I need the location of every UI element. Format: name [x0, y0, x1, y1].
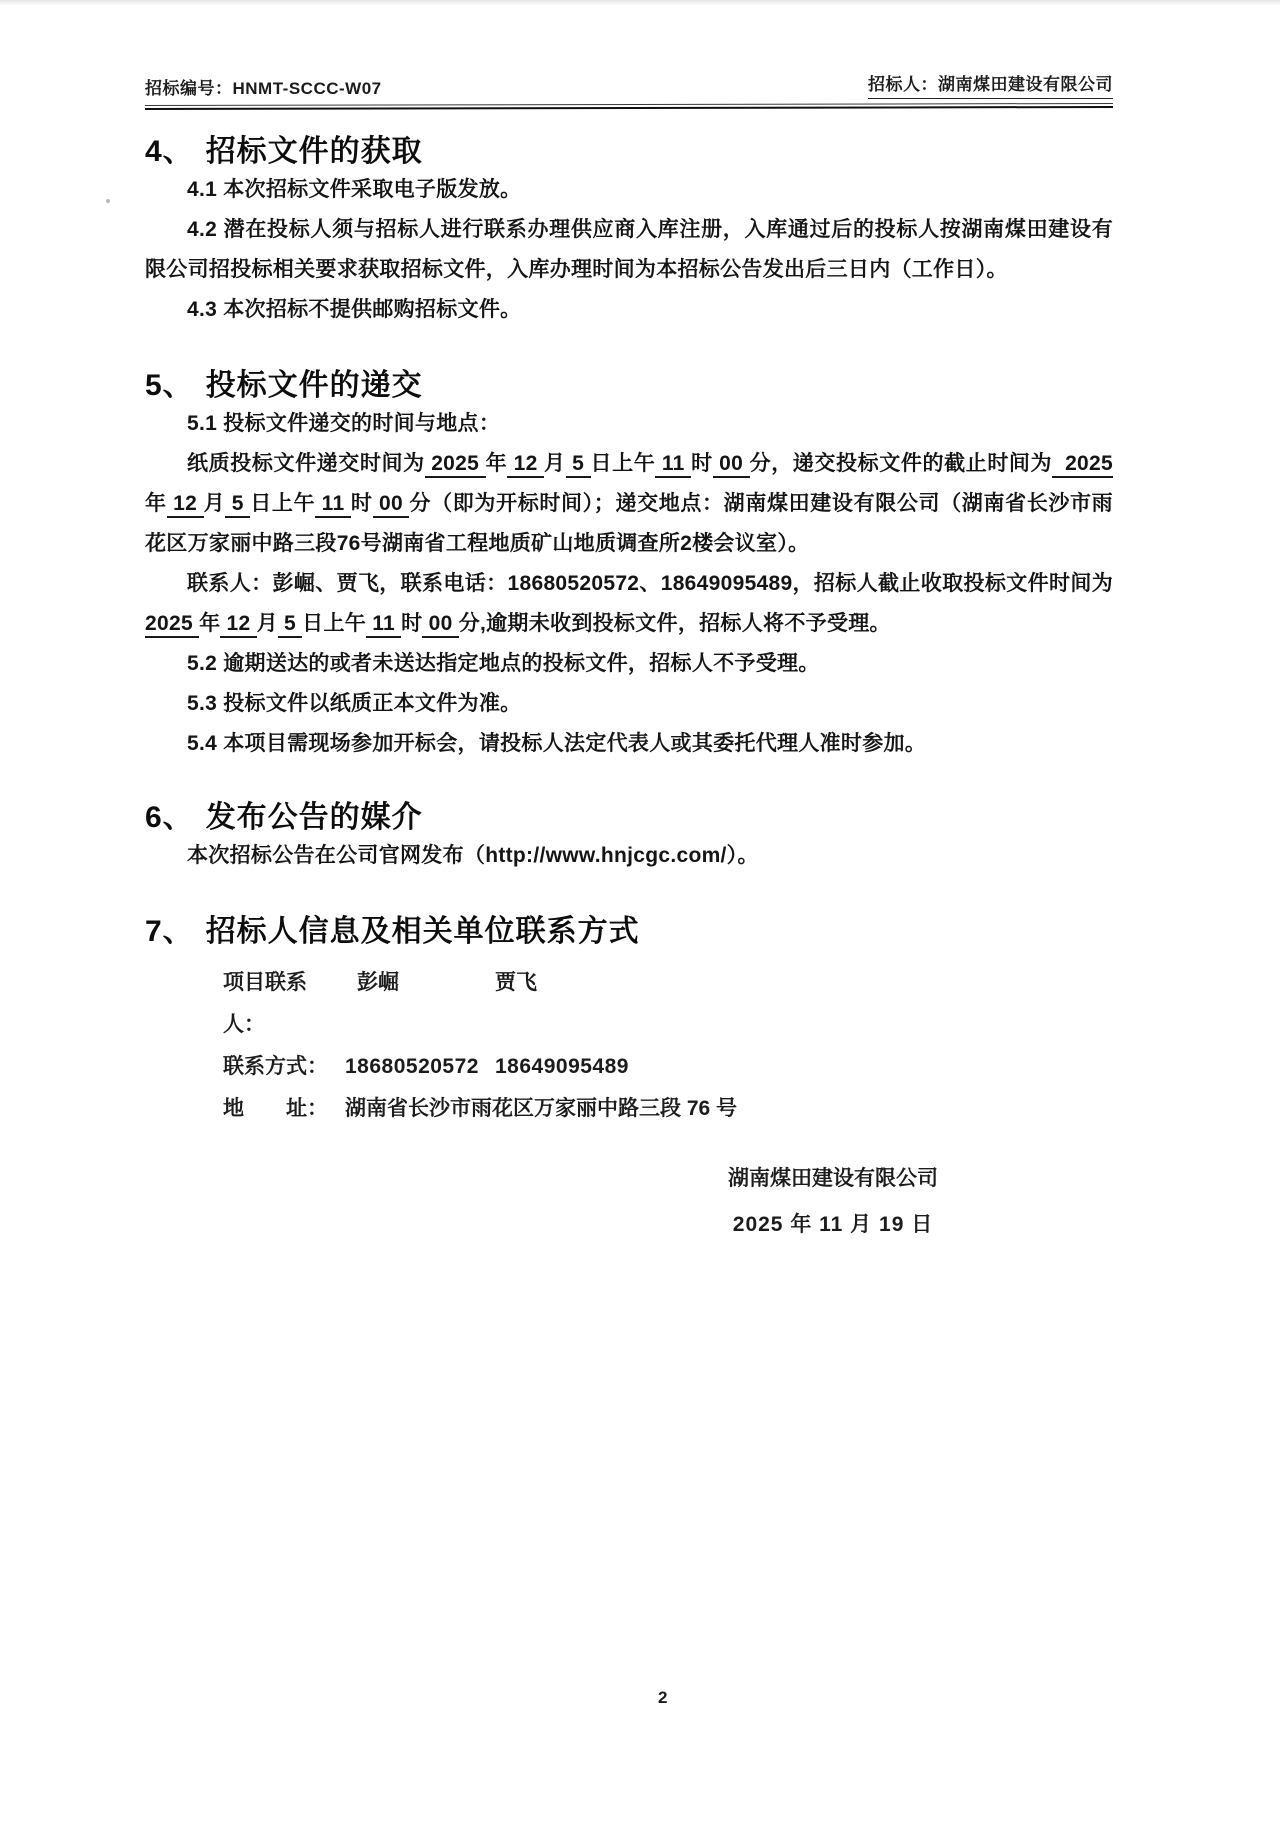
text-segment: 年	[199, 612, 221, 635]
text-segment: 纸质投标文件递交时间为	[187, 452, 425, 475]
text-segment: 分，递交投标文件的截止时间为	[749, 452, 1053, 475]
section-6-title: 发布公告的媒介	[205, 801, 423, 834]
contact-person-row	[223, 962, 1113, 1046]
text-segment: 联系人：彭崛、贾飞，联系电话：18680520572、18649095489，招标人截止收取投标文件时间为	[187, 572, 1113, 595]
text-segment: 日上午	[250, 492, 316, 515]
signature-block	[703, 1156, 963, 1248]
tenderer-name: 招标人：湖南煤田建设有限公司	[868, 70, 1113, 99]
filled-blank: 12	[220, 612, 256, 638]
text-segment: 时	[691, 452, 713, 475]
contact-phone-2: 18649095489	[495, 1055, 629, 1078]
page-number: 2	[658, 1688, 668, 1707]
section-5-title: 投标文件的递交	[205, 369, 423, 402]
clause-5-1-contacts	[145, 564, 1113, 644]
page-header	[145, 70, 1113, 99]
filled-blank: 5	[278, 612, 302, 638]
contact-person-1: 彭崛	[357, 971, 399, 994]
section-6-number: 6、	[145, 801, 194, 834]
clause-4-2: 4.2 潜在投标人须与招标人进行联系办理供应商入库注册，入库通过后的投标人按湖南煤田建设有限公司招投标相关要求获取招标文件，入库办理时间为本招标公告发出后三日内（工作日）。	[145, 218, 1113, 281]
filled-blank: 11	[315, 492, 351, 518]
text-segment: 时	[401, 612, 423, 635]
contact-address-label: 地 址：	[223, 1097, 328, 1120]
clause-5-3: 5.3 投标文件以纸质正本文件为准。	[187, 692, 522, 715]
contact-address-value: 湖南省长沙市雨花区万家丽中路三段 76 号	[345, 1097, 738, 1120]
text-segment: 年	[145, 492, 167, 515]
contact-phone-1: 18680520572	[345, 1055, 479, 1078]
text-segment: 月	[203, 492, 226, 515]
filled-blank: 12	[507, 452, 544, 478]
section-7-title: 招标人信息及相关单位联系方式	[205, 915, 640, 948]
section-5-number: 5、	[145, 369, 194, 402]
scan-speck	[106, 199, 110, 203]
clause-5-1: 5.1 投标文件递交的时间与地点：	[187, 412, 501, 435]
section-4-heading	[145, 126, 1113, 170]
text-segment: 日上午	[590, 452, 656, 475]
filled-blank: 00	[713, 452, 750, 478]
section-4-title: 招标文件的获取	[205, 135, 423, 168]
filled-blank: 11	[655, 452, 691, 478]
clause-5-1-time-place	[145, 444, 1113, 564]
signature-company: 湖南煤田建设有限公司	[728, 1167, 938, 1190]
filled-blank: 2025	[145, 612, 199, 638]
clause-5-4: 5.4 本项目需现场参加开标会，请投标人法定代表人或其委托代理人准时参加。	[187, 732, 927, 755]
clause-4-1: 4.1 本次招标文件采取电子版发放。	[187, 178, 522, 201]
contact-phone-label: 联系方式：	[223, 1055, 328, 1078]
text-segment: 月	[256, 612, 278, 635]
text-segment: 日上午	[302, 612, 367, 635]
contact-person-2: 贾飞	[495, 971, 537, 994]
text-segment: 分,逾期未收到投标文件，招标人将不予受理。	[458, 612, 891, 635]
text-segment: 分（即为开标时间）；递交地点：湖南煤田建设有限公司（湖南省长沙市雨花区万家丽中路三段76号湖南省工程地质矿山地质调查所2楼会议室）。	[145, 492, 1113, 555]
header-rule	[145, 103, 1113, 110]
section-4-number: 4、	[145, 135, 194, 168]
filled-blank: 00	[373, 492, 410, 518]
contact-address-row	[223, 1088, 1113, 1130]
filled-blank: 00	[422, 612, 458, 638]
filled-blank: 2025	[425, 452, 486, 478]
clause-5-2: 5.2 逾期送达的或者未送达指定地点的投标文件，招标人不予受理。	[187, 652, 820, 675]
section-7-number: 7、	[145, 915, 194, 948]
filled-blank: 5	[225, 492, 250, 518]
contact-info-block	[223, 962, 1113, 1130]
tender-number: 招标编号：HNMT-SCCC-W07	[145, 79, 382, 98]
contact-person-label: 项目联系人：	[223, 971, 307, 1036]
clause-6-media: 本次招标公告在公司官网发布（http://www.hnjcgc.com/）。	[187, 844, 759, 867]
section-5-heading	[145, 360, 1113, 404]
text-segment: 年	[485, 452, 508, 475]
section-6-heading	[145, 792, 1113, 836]
filled-blank: 12	[167, 492, 204, 518]
filled-blank	[1052, 452, 1065, 478]
text-segment: 时	[350, 492, 373, 515]
text-segment: 月	[544, 452, 566, 475]
filled-blank: 2025	[1065, 452, 1113, 478]
signature-date: 2025 年 11 月 19 日	[732, 1213, 934, 1236]
filled-blank: 11	[366, 612, 401, 638]
section-7-heading	[145, 906, 1113, 950]
clause-4-3: 4.3 本次招标不提供邮购招标文件。	[187, 298, 522, 321]
contact-phone-row	[223, 1046, 1113, 1088]
filled-blank: 5	[566, 452, 591, 478]
